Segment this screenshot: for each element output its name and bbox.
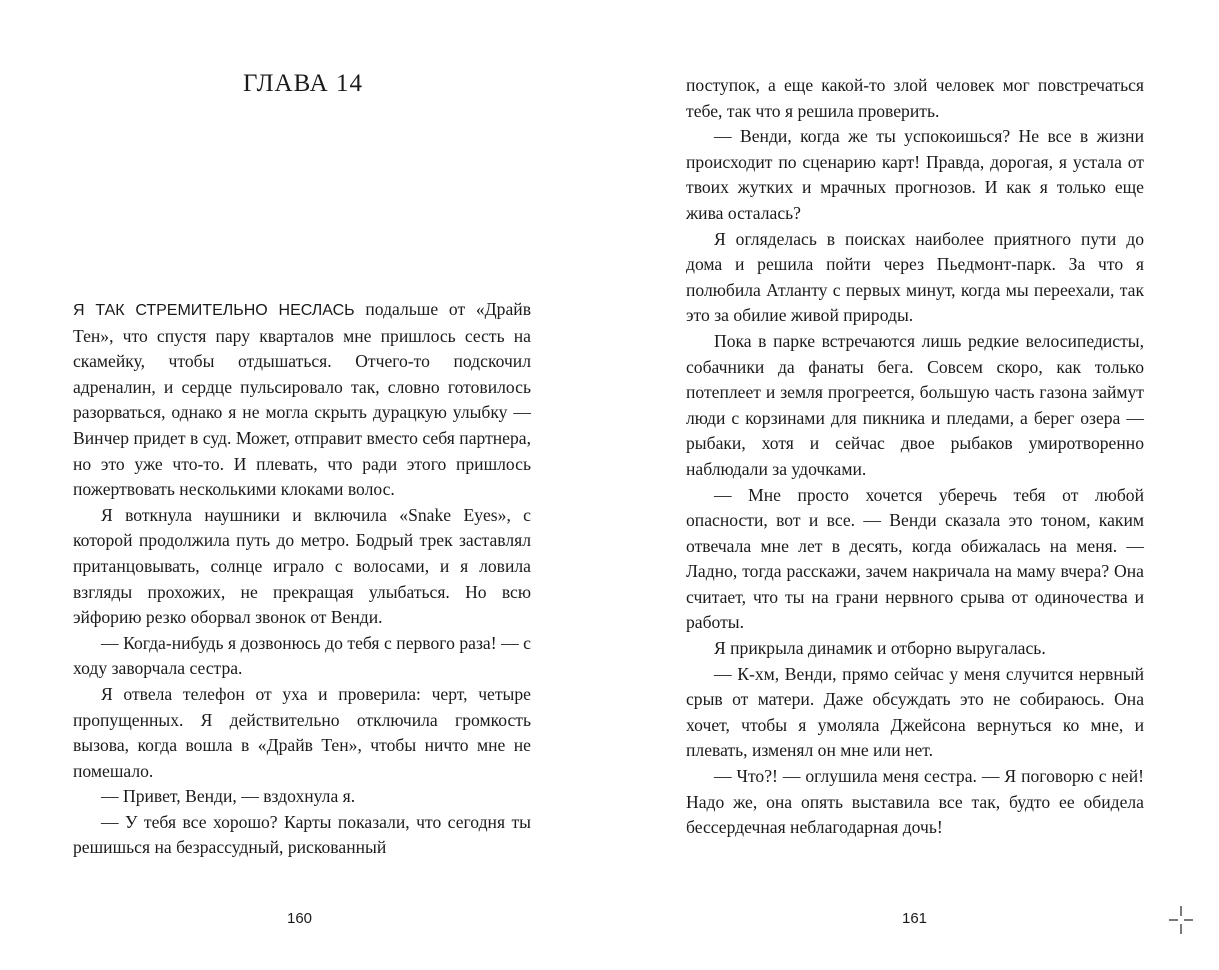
paragraph: Я отвела телефон от уха и проверила: черт, четыре пропущенных. Я действительно отключила громкость вызова, когда вошла в «Драйв Тен», чтобы ничто мне не помешало. xyxy=(73,683,531,781)
opening-paragraph-text: подальше от «Драйв Тен», что спустя пару кварталов мне пришлось сесть на скамейку, чтобы отдышаться. Отчего-то подскочил адреналин, и сердце пульсировало так, словно готовилось разорваться, однако я не могла скрыть дурацкую улыбку — Винчер придет в суд. Может, отправит вместо себя партнера, но это уже что-то. И плевать, что ради этого пришлось пожертвовать несколькими клоками волос. xyxy=(73,299,531,500)
paragraph: Я прикрыла динамик и отборно выругалась. xyxy=(714,638,1046,659)
right-page xyxy=(609,0,1219,970)
paragraph: — Что?! — оглушила меня сестра. — Я поговорю с ней! Надо же, она опять выставила все так, будто ее обидела бессердечная неблагодарная дочь! xyxy=(686,766,1144,838)
paragraph: Пока в парке встречаются лишь редкие велосипедисты, собачники да фанаты бега. Совсем скоро, как только потеплеет и земля прогреется, большую часть газона займут люди с корзинами для пикника и пледами, а берег озера — рыбаки, хотя и сейчас двое рыбаков умиротворенно наблюдали за удочками. xyxy=(686,330,1144,479)
paragraph: — Венди, когда же ты успокоишься? Не все в жизни происходит по сценарию карт! Правда, дорогая, я устала от твоих жутких и мрачных прогнозов. И как я только еще жива осталась? xyxy=(686,126,1144,223)
chapter-title: ГЛАВА 14 xyxy=(243,70,363,97)
right-page-text xyxy=(686,73,1144,841)
paragraph: — Привет, Венди, — вздохнула я. xyxy=(101,786,356,807)
paragraph: Я огляделась в поисках наиболее приятного пути до дома и решила пойти через Пьедмонт-парк. За что я полюбила Атланту с первых минут, когда мы переехали, так это за обилие живой природы. xyxy=(686,228,1144,326)
paragraph: Я воткнула наушники и включила «Snake Eyes», с которой продолжила путь до метро. Бодрый трек заставлял пританцовывать, солнце играло с волосами, и я ловила взгляды прохожих, не прекращая улыбаться. Но всю эйфорию резко оборвал звонок от Венди. xyxy=(73,504,531,628)
paragraph: — К-хм, Венди, прямо сейчас у меня случится нервный срыв от матери. Даже обсуждать это не собираюсь. Она хочет, чтобы я умоляла Джейсона вернуться ко мне, и плевать, изменял он мне или нет. xyxy=(686,663,1144,761)
paragraph: — У тебя все хорошо? Карты показали, что сегодня ты решишься на безрассудный, рискованный xyxy=(73,811,531,858)
left-page-text xyxy=(73,297,531,861)
chapter-lead-in: Я ТАК СТРЕМИТЕЛЬНО НЕСЛАСЬ xyxy=(73,302,355,319)
crop-mark-icon xyxy=(1168,905,1194,935)
page-number: 160 xyxy=(287,910,313,927)
page-number: 161 xyxy=(902,910,928,927)
left-page xyxy=(0,0,609,970)
paragraph: — Мне просто хочется уберечь тебя от любой опасности, вот и все. — Венди сказала это тоном, каким отвечала мне лет в десять, когда обижалась на меня. — Ладно, тогда расскажи, зачем накричала на маму вчера? Она считает, что ты на грани нервного срыва от одиночества и работы. xyxy=(686,484,1144,633)
paragraph: — Когда-нибудь я дозвонюсь до тебя с первого раза! — с ходу заворчала сестра. xyxy=(73,632,531,679)
continuation-paragraph: поступок, а еще какой-то злой человек мог повстречаться тебе, так что я решила проверить. xyxy=(686,75,1144,121)
opening-paragraph xyxy=(73,297,531,503)
